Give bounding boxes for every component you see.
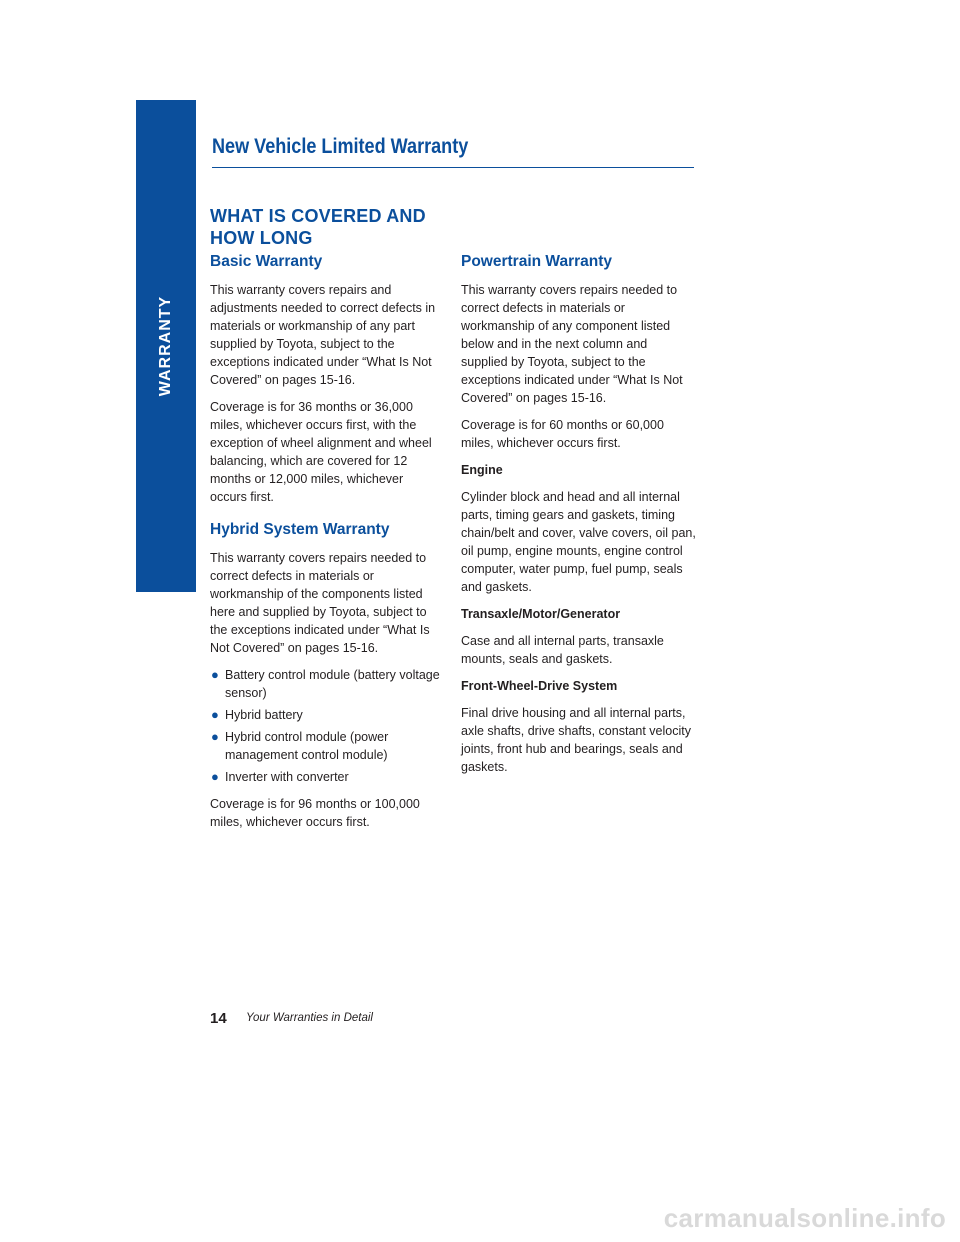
hybrid-warranty-description: This warranty covers repairs needed to correct defects in materials or workmanship of the components listed here and supplied by Toyota, subject to the exceptions indicated under “What Is Not Covered” on pages 15-16. xyxy=(210,551,430,655)
page-number: 14 xyxy=(210,1010,227,1027)
list-item xyxy=(210,666,440,702)
title-rule xyxy=(212,167,694,168)
list-item-text: Hybrid battery xyxy=(225,708,303,722)
list-item-text: Hybrid control module (power management control module) xyxy=(225,730,389,762)
transaxle-heading: Transaxle/Motor/Generator xyxy=(461,607,621,621)
powertrain-warranty-heading: Powertrain Warranty xyxy=(461,253,613,270)
bullet-icon: ● xyxy=(211,769,219,784)
transaxle-components: Case and all internal parts, transaxle mounts, seals and gaskets. xyxy=(461,634,664,666)
list-item-text: Inverter with converter xyxy=(225,770,349,784)
front-wheel-drive-heading: Front-Wheel-Drive System xyxy=(461,679,618,693)
powertrain-warranty-coverage: Coverage is for 60 months or 60,000 miles, whichever occurs first. xyxy=(461,418,664,450)
list-item xyxy=(210,768,440,786)
page-title: New Vehicle Limited Warranty xyxy=(212,135,469,158)
basic-warranty-description: This warranty covers repairs and adjustments needed to correct defects in materials or workmanship of any part supplied by Toyota, subject to the exceptions indicated under “What Is Not Covered” on pages 15-16. xyxy=(210,283,436,387)
watermark: carmanualsonline.info xyxy=(663,1203,946,1233)
hybrid-warranty-heading: Hybrid System Warranty xyxy=(210,521,390,538)
bullet-icon: ● xyxy=(211,707,219,722)
list-item-text: Battery control module (battery voltage sensor) xyxy=(225,668,440,700)
hybrid-warranty-coverage: Coverage is for 96 months or 100,000 miles, whichever occurs first. xyxy=(210,797,420,829)
bullet-icon: ● xyxy=(211,729,219,744)
left-column xyxy=(210,252,440,840)
engine-components: Cylinder block and head and all internal parts, timing gears and gaskets, timing chain/belt and cover, valve covers, oil pan, oil pump, engine mounts, engine control computer, water pump, fuel pump, seals and gaskets. xyxy=(461,490,696,594)
powertrain-warranty-description: This warranty covers repairs needed to correct defects in materials or workmanship of any component listed below and in the next column and supplied by Toyota, subject to the exceptions indicated under “What Is Not Covered” on pages 15-16. xyxy=(461,283,683,405)
section-heading: WHAT IS COVERED AND HOW LONG xyxy=(210,206,426,248)
list-item xyxy=(210,706,440,724)
list-item xyxy=(210,728,440,764)
engine-heading: Engine xyxy=(461,463,503,477)
hybrid-component-list xyxy=(210,666,440,786)
bullet-icon: ● xyxy=(211,667,219,682)
front-wheel-drive-components: Final drive housing and all internal parts, axle shafts, drive shafts, constant velocity joints, front hub and bearings, seals and gaskets. xyxy=(461,706,691,774)
basic-warranty-heading: Basic Warranty xyxy=(210,253,323,270)
side-tab-text: WARRANTY xyxy=(157,295,174,397)
footer-text: Your Warranties in Detail xyxy=(246,1012,373,1024)
basic-warranty-coverage: Coverage is for 36 months or 36,000 miles, whichever occurs first, with the exception of wheel alignment and wheel balancing, which are covered for 12 months or 12,000 miles, whichever occurs first. xyxy=(210,400,432,504)
right-column xyxy=(461,252,697,785)
